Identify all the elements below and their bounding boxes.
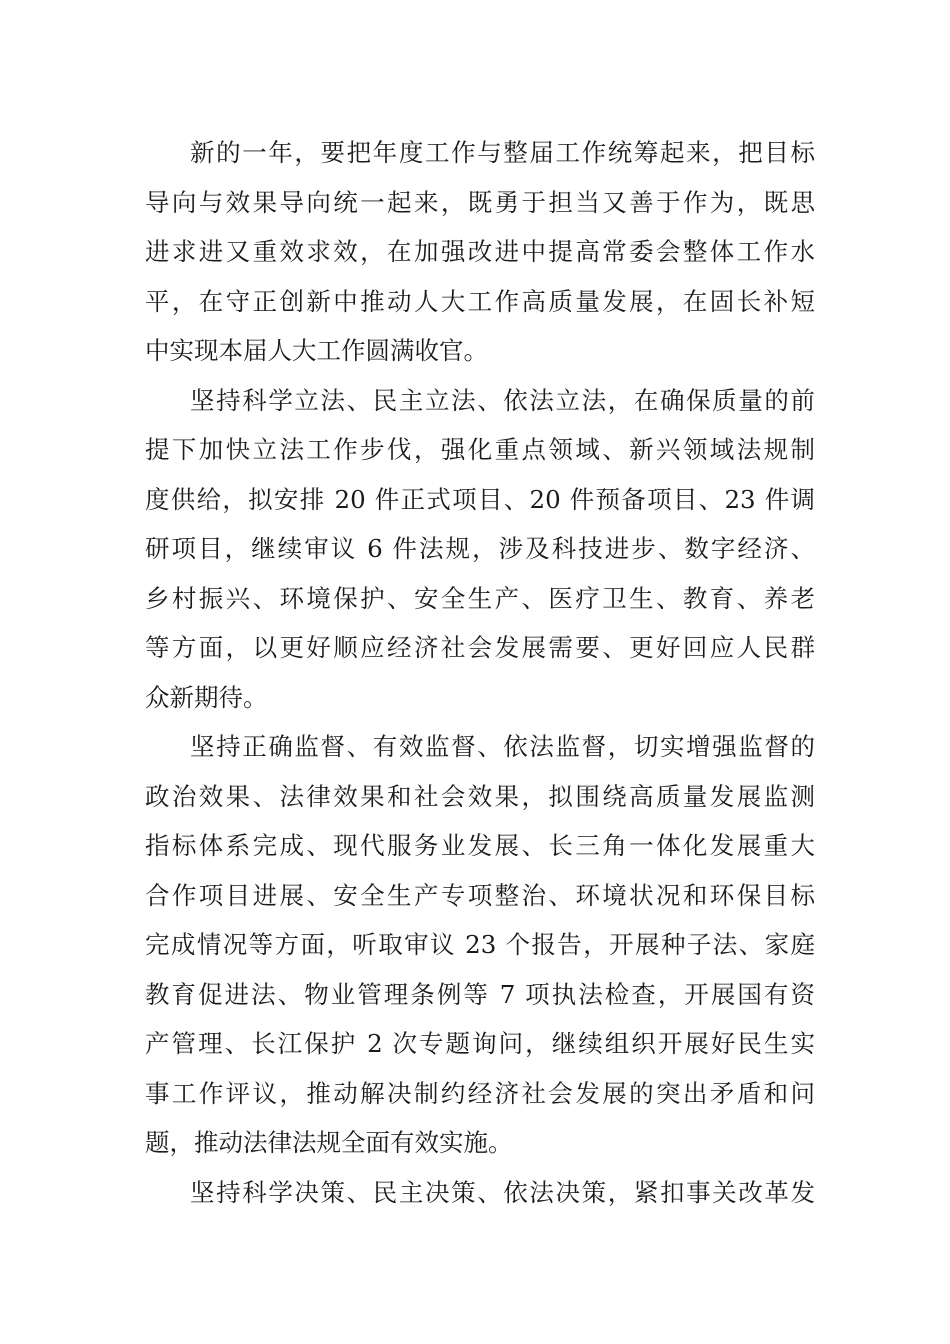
paragraph-line: 平，在守正创新中推动人大工作高质量发展，在固长补短 bbox=[145, 286, 815, 316]
paragraph-line: 完成情况等方面，听取审议 23 个报告，开展种子法、家庭 bbox=[145, 930, 815, 959]
paragraph-line: 教育促进法、物业管理条例等 7 项执法检查，开展国有资 bbox=[145, 979, 815, 1009]
paragraph-line: 提下加快立法工作步伐，强化重点领域、新兴领域法规制 bbox=[145, 435, 815, 464]
paragraph-line: 政治效果、法律效果和社会效果，拟围绕高质量发展监测 bbox=[145, 781, 815, 811]
paragraph-line: 众新期待。 bbox=[145, 682, 268, 712]
paragraph-line: 研项目，继续审议 6 件法规，涉及科技进步、数字经济、 bbox=[145, 534, 815, 563]
paragraph-1 bbox=[145, 128, 815, 376]
paragraph-line: 产管理、长江保护 2 次专题询问，继续组织开展好民生实 bbox=[145, 1029, 815, 1058]
document-body bbox=[145, 128, 815, 1217]
paragraph-line: 等方面，以更好顺应经济社会发展需要、更好回应人民群 bbox=[145, 633, 815, 662]
paragraph-line: 坚持科学决策、民主决策、依法决策，紧扣事关改革发 bbox=[190, 1177, 815, 1207]
paragraph-line: 乡村振兴、环境保护、安全生产、医疗卫生、教育、养老 bbox=[145, 583, 815, 613]
paragraph-line: 新的一年，要把年度工作与整届工作统筹起来，把目标 bbox=[190, 138, 815, 167]
paragraph-line: 度供给，拟安排 20 件正式项目、20 件预备项目、23 件调 bbox=[145, 484, 815, 514]
paragraph-line: 事工作评议，推动解决制约经济社会发展的突出矛盾和问 bbox=[145, 1078, 815, 1108]
paragraph-line: 指标体系完成、现代服务业发展、长三角一体化发展重大 bbox=[145, 831, 815, 860]
paragraph-line: 中实现本届人大工作圆满收官。 bbox=[145, 336, 488, 365]
paragraph-line: 进求进又重效求效，在加强改进中提高常委会整体工作水 bbox=[145, 237, 815, 266]
paragraph-line: 坚持正确监督、有效监督、依法监督，切实增强监督的 bbox=[190, 732, 815, 761]
paragraph-line: 导向与效果导向统一起来，既勇于担当又善于作为，既思 bbox=[145, 187, 815, 217]
paragraph-line: 合作项目进展、安全生产专项整治、环境状况和环保目标 bbox=[145, 880, 815, 910]
paragraph-4 bbox=[145, 1168, 815, 1218]
paragraph-line: 坚持科学立法、民主立法、依法立法，在确保质量的前 bbox=[190, 385, 815, 415]
paragraph-2 bbox=[145, 376, 815, 723]
paragraph-line: 题，推动法律法规全面有效实施。 bbox=[145, 1128, 513, 1157]
paragraph-3 bbox=[145, 722, 815, 1168]
